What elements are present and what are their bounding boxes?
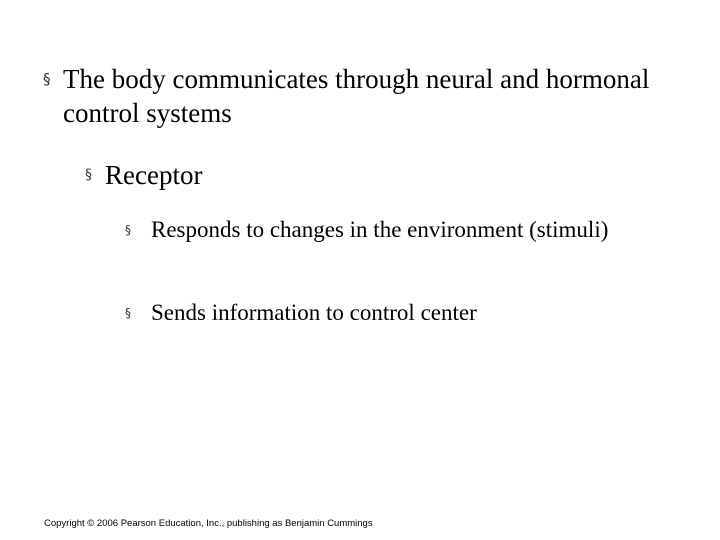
section-bullet-icon: § (125, 306, 131, 320)
bullet-level1 (43, 62, 683, 130)
bullet-level3-item (125, 215, 625, 245)
bullet-level2-text: Receptor (105, 160, 203, 190)
bullet-level3-text: Sends information to control center (151, 300, 477, 325)
bullet-level1-text: The body communicates through neural and hormonal control systems (63, 64, 650, 128)
bullet-level3-text: Responds to changes in the environment (stimuli) (151, 217, 609, 242)
section-bullet-icon: § (125, 223, 131, 237)
section-bullet-icon: § (43, 70, 51, 88)
bullet-level2-receptor (85, 158, 645, 192)
section-bullet-icon: § (85, 167, 92, 183)
copyright-footer: Copyright © 2006 Pearson Education, Inc., publishing as Benjamin Cummings (44, 518, 373, 529)
bullet-level3-item (125, 298, 625, 328)
